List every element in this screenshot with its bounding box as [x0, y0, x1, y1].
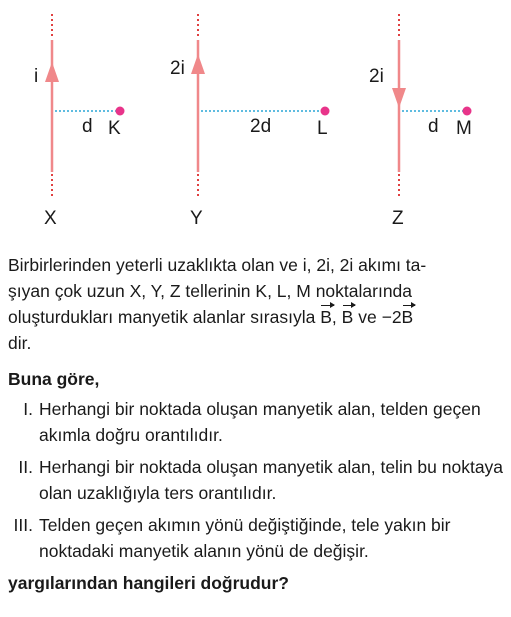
statement-iii	[8, 512, 504, 564]
wire-z-distance: d	[428, 116, 439, 137]
statement-i-number: I.	[23, 399, 33, 419]
wire-y	[170, 14, 330, 229]
intro-line-3: oluşturdukları manyetik alanlar sırasıyla	[8, 307, 316, 327]
prompt: Buna göre,	[8, 369, 100, 389]
point-m-label: M	[456, 118, 472, 139]
wire-x-arrow-up	[45, 62, 59, 82]
statement-ii-number: II.	[18, 457, 33, 477]
statement-i	[8, 396, 504, 448]
statement-iii-text: Telden geçen akımın yönü değiştiğinde, tele yakın bir noktadaki manyetik alanın yönü de değişir.	[39, 515, 451, 561]
intro-line-2: şıyan çok uzun X, Y, Z tellerinin K, L, M noktalarında	[8, 281, 413, 301]
statement-ii	[8, 454, 504, 506]
wires-diagram	[0, 0, 511, 240]
ve-word: ve	[358, 307, 377, 327]
wire-x	[34, 14, 125, 229]
point-l	[321, 107, 330, 116]
wire-y-current: 2i	[170, 58, 185, 79]
question-intro	[8, 252, 504, 356]
comma: ,	[331, 307, 337, 327]
wire-z-current: 2i	[369, 66, 384, 87]
question-text	[8, 252, 504, 596]
vector-b-2: B	[342, 304, 354, 330]
wire-z-arrow-down	[392, 88, 406, 108]
wire-y-arrow-up	[191, 54, 205, 74]
statement-iii-number: III.	[13, 515, 33, 535]
point-l-label: L	[317, 118, 328, 139]
wire-y-label: Y	[190, 208, 203, 229]
vector-b-3: B	[402, 304, 414, 330]
intro-line-4: dir.	[8, 333, 32, 353]
minus-two: −2	[381, 307, 402, 327]
point-k	[116, 107, 125, 116]
point-k-label: K	[108, 118, 121, 139]
wire-x-label: X	[44, 208, 57, 229]
statement-i-text: Herhangi bir noktada oluşan manyetik alan, telden geçen akımla doğru orantılıdır.	[39, 399, 481, 445]
wire-z	[369, 14, 472, 229]
point-m	[463, 107, 472, 116]
wire-y-distance: 2d	[250, 116, 272, 137]
wire-z-label: Z	[392, 208, 404, 229]
statement-ii-text: Herhangi bir noktada oluşan manyetik alan, telin bu noktaya olan uzaklığıyla ters orantılıdır.	[39, 457, 504, 503]
question: yargılarından hangileri doğrudur?	[8, 573, 289, 593]
vector-b-1: B	[320, 304, 332, 330]
wire-x-current: i	[34, 66, 39, 87]
intro-line-1: Birbirlerinden yeterli uzaklıkta olan ve i, 2i, 2i akımı ta-	[8, 255, 427, 275]
wire-x-distance: d	[82, 116, 93, 137]
